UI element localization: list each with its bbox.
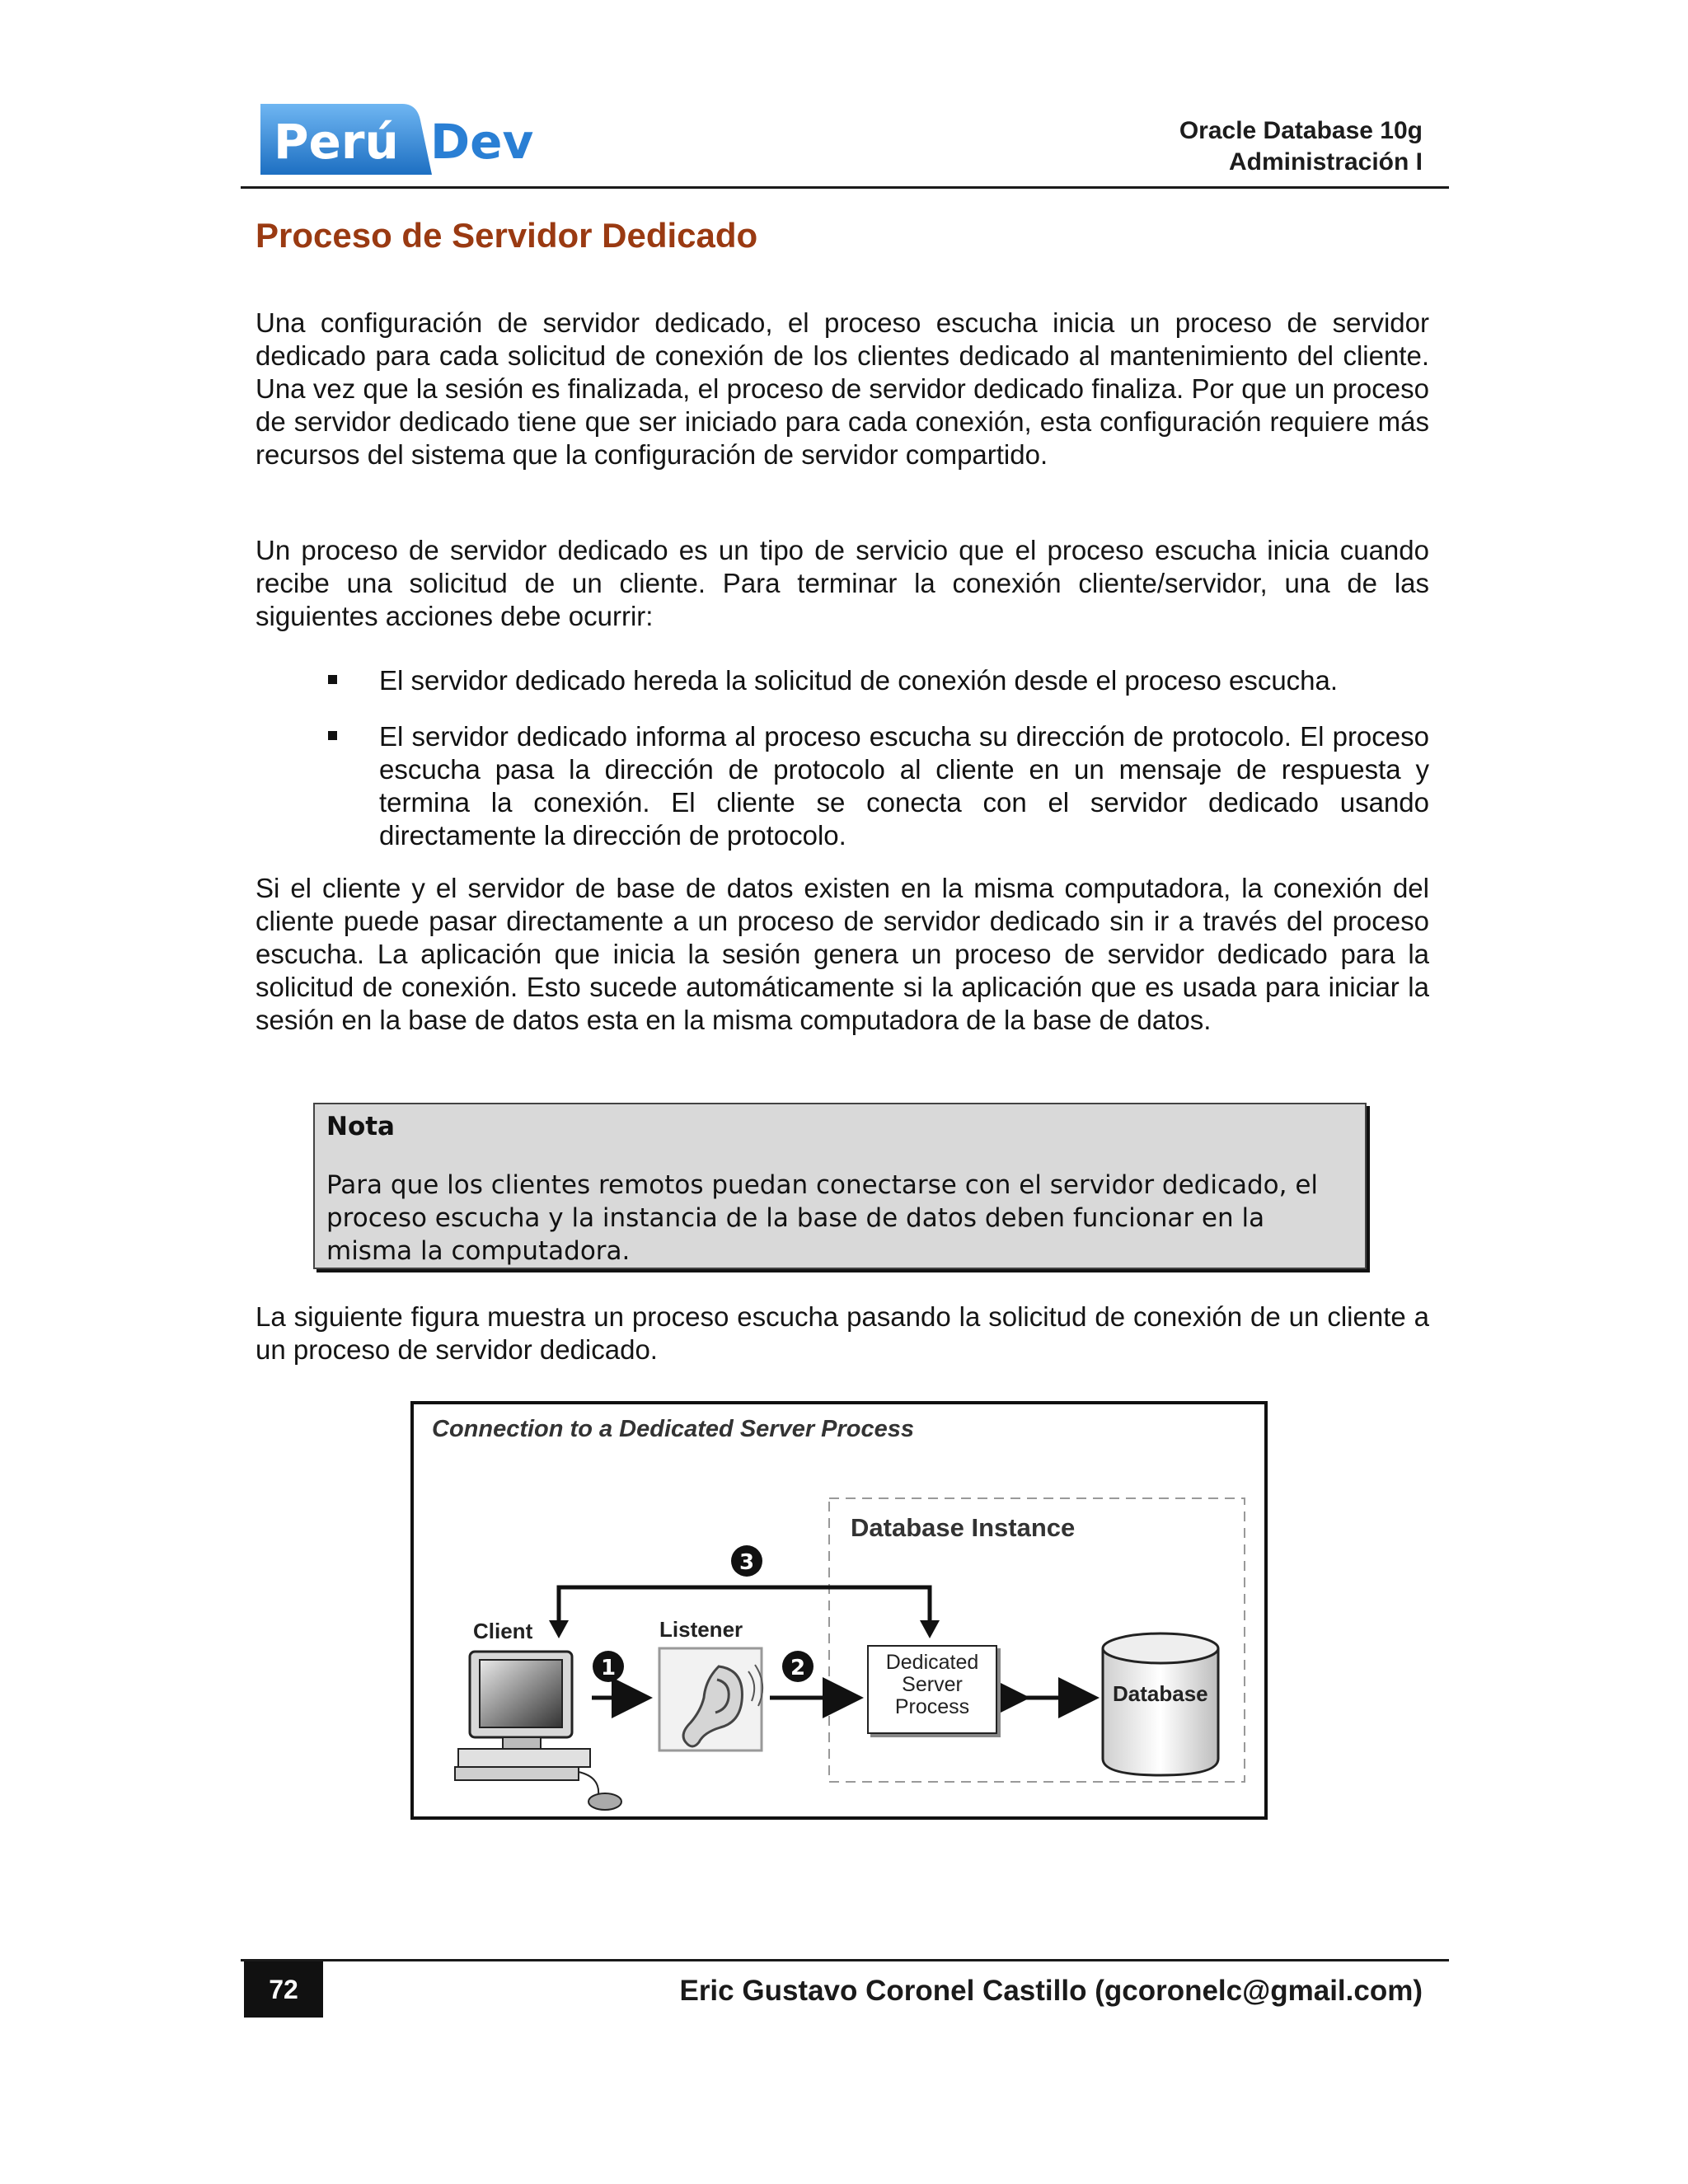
figure-title: Connection to a Dedicated Server Process — [432, 1416, 915, 1442]
paragraph-1: Una configuración de servidor dedicado, el proceso escucha inicia un proceso de servidor dedicado para cada solicitud de conexión de los clientes dedicado al mantenimiento del cliente. Una vez que la sesión es finalizada, el proceso de servidor dedicado finaliza. Por que un proceso de servidor dedicado tiene que ser iniciado para cada conexión, esta configuración requiere más recursos del sistema que la configuración de servidor compartido. — [256, 307, 1429, 470]
book-title: Oracle Database 10g — [1179, 117, 1423, 144]
page-number: 72 — [244, 1961, 323, 2018]
book-header — [1179, 115, 1423, 178]
note-body: Para que los clientes remotos puedan conectarse con el servidor dedicado, el proceso escucha y la instancia de la base de datos deben funcionar en la misma la computadora. — [326, 1170, 1319, 1266]
header-rule — [241, 186, 1449, 189]
note-title: Nota — [326, 1112, 395, 1141]
bullet-text: El servidor dedicado hereda la solicitud de conexión desde el proceso escucha. — [379, 665, 1339, 696]
svg-text:Perú: Perú — [274, 114, 399, 170]
book-subtitle: Administración I — [1228, 148, 1423, 176]
footer-author: Eric Gustavo Coronel Castillo (gcoronelc@gmail.com) — [679, 1975, 1423, 2007]
section-title: Proceso de Servidor Dedicado — [256, 216, 758, 255]
bullet-square-icon — [328, 675, 337, 684]
diagram-graphics — [414, 1404, 1264, 1816]
step-1-badge — [593, 1651, 624, 1682]
svg-text:Dev: Dev — [430, 114, 534, 170]
database-label: Database — [1113, 1681, 1208, 1706]
dedicated-line-2: Server — [902, 1673, 963, 1696]
dedicated-server-process-box — [867, 1645, 997, 1734]
bullet-square-icon — [328, 731, 337, 740]
paragraph-4: La siguiente figura muestra un proceso escucha pasando la solicitud de conexión de un cliente a un proceso de servidor dedicado. — [256, 1301, 1429, 1365]
svg-text:1: 1 — [600, 1656, 617, 1680]
client-label: Client — [473, 1619, 533, 1643]
dedicated-line-1: Dedicated — [885, 1651, 979, 1674]
bullet-item-1 — [328, 664, 1429, 697]
listener-ear-icon — [659, 1648, 762, 1750]
bullet-text: El servidor dedicado informa al proceso escucha su dirección de protocolo. El proceso escucha pasa la dirección de protocolo al cliente en un mensaje de respuesta y termina la conexión. El cliente se conecta con el servidor dedicado usando directamente la dirección de protocolo. — [379, 721, 1429, 851]
footer-rule — [241, 1959, 1449, 1961]
svg-text:2: 2 — [790, 1656, 806, 1680]
listener-label: Listener — [659, 1617, 743, 1642]
bullet-item-2 — [328, 720, 1429, 852]
arrow-step-3 — [559, 1587, 930, 1624]
step-3-badge — [731, 1545, 762, 1577]
connection-diagram — [410, 1401, 1268, 1820]
step-2-badge — [782, 1651, 814, 1682]
paragraph-2: Un proceso de servidor dedicado es un tipo de servicio que el proceso escucha inicia cuando recibe una solicitud de un cliente. Para terminar la conexión cliente/servidor, una de las siguientes acciones debe ocurrir: — [256, 535, 1429, 631]
database-instance-label: Database Instance — [851, 1513, 1076, 1542]
dedicated-line-3: Process — [894, 1695, 970, 1718]
paragraph-3: Si el cliente y el servidor de base de datos existen en la misma computadora, la conexión del cliente puede pasar directamente a un proceso de servidor dedicado sin ir a través del proceso escucha. La aplicación que inicia la sesión genera un proceso de servidor dedicado para la solicitud de conexión. Esto sucede automáticamente si la aplicación que es usada para iniciar la sesión en la base de datos esta en la misma computadora de la base de datos. — [256, 873, 1429, 1035]
perudev-logo — [256, 101, 534, 178]
svg-text:3: 3 — [738, 1550, 755, 1575]
note-box — [313, 1103, 1367, 1269]
